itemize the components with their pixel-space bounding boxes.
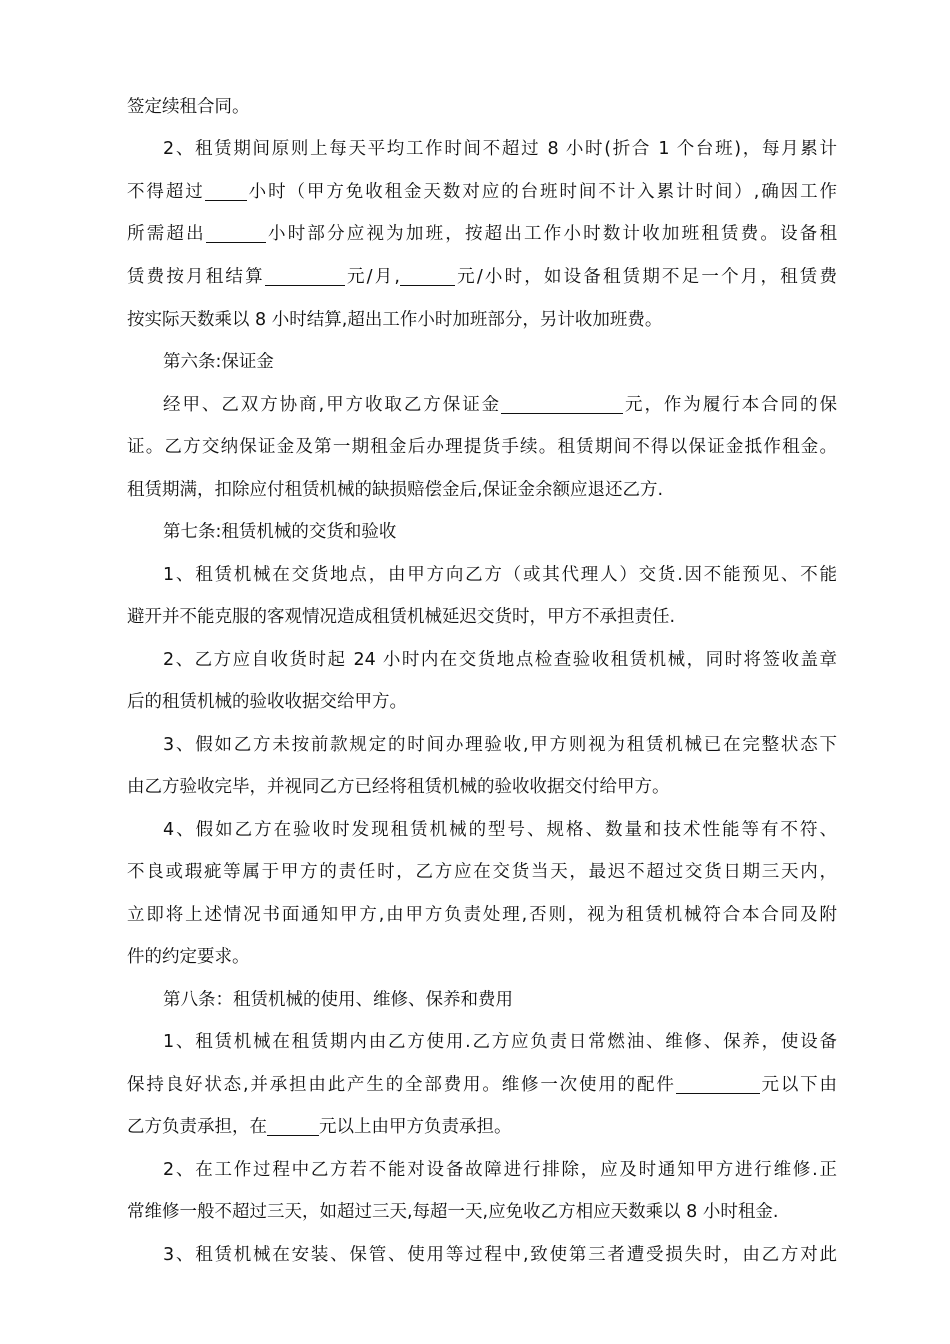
text-line: 2、租赁期间原则上每天平均工作时间不超过 8 小时(折合 1 个台班)，每月累计 <box>163 139 837 159</box>
text-line: 签定续租合同。 <box>127 97 250 117</box>
text-line: 1、租赁机械在租赁期内由乙方使用.乙方应负责日常燃油、维修、保养，使设备 <box>163 1032 837 1052</box>
text-line: 由乙方验收完毕，并视同乙方已经将租赁机械的验收收据交付给甲方。 <box>127 777 670 797</box>
text-line: 3、租赁机械在安装、保管、使用等过程中,致使第三者遭受损失时，由乙方对此 <box>163 1245 837 1265</box>
text-line: 不得超过 小时（甲方免收租金天数对应的台班时间不计入累计时间）,确因工作 <box>127 182 837 202</box>
text-line: 避开并不能克服的客观情况造成租赁机械延迟交货时，甲方不承担责任. <box>127 607 676 627</box>
section-heading: 第八条：租赁机械的使用、维修、保养和费用 <box>163 990 513 1010</box>
text-line: 所需超出 小时部分应视为加班，按超出工作小时数计收加班租赁费。设备租 <box>127 224 837 244</box>
fill-in-blank <box>205 180 247 201</box>
section-heading: 第六条:保证金 <box>163 352 274 372</box>
text-line: 保持良好状态,并承担由此产生的全部费用。维修一次使用的配件 元以下由 <box>127 1075 837 1095</box>
text-line: 常维修一般不超过三天，如超过三天,每超一天,应免收乙方相应天数乘以 8 小时租金. <box>127 1202 779 1222</box>
fill-in-blank <box>501 393 623 414</box>
text-line: 证。乙方交纳保证金及第一期租金后办理提货手续。租赁期间不得以保证金抵作租金。 <box>127 437 837 457</box>
fill-in-blank <box>265 265 345 286</box>
text-line: 件的约定要求。 <box>127 947 250 967</box>
text-line: 经甲、乙双方协商,甲方收取乙方保证金 元，作为履行本合同的保 <box>163 395 837 415</box>
fill-in-blank <box>267 1115 319 1136</box>
text-line: 立即将上述情况书面通知甲方,由甲方负责处理,否则，视为租赁机械符合本合同及附 <box>127 905 837 925</box>
text-line: 4、假如乙方在验收时发现租赁机械的型号、规格、数量和技术性能等有不符、 <box>163 820 837 840</box>
text-line: 不良或瑕疵等属于甲方的责任时，乙方应在交货当天，最迟不超过交货日期三天内， <box>127 862 837 882</box>
text-line: 2、在工作过程中乙方若不能对设备故障进行排除，应及时通知甲方进行维修.正 <box>163 1160 837 1180</box>
section-heading: 第七条:租赁机械的交货和验收 <box>163 522 397 542</box>
text-line: 租赁期满，扣除应付租赁机械的缺损赔偿金后,保证金余额应退还乙方. <box>127 480 664 500</box>
fill-in-blank <box>676 1073 760 1094</box>
text-line: 2、乙方应自收货时起 24 小时内在交货地点检查验收租赁机械，同时将签收盖章 <box>163 650 837 670</box>
text-line: 乙方负责承担，在 元以上由甲方负责承担。 <box>127 1117 512 1137</box>
text-line: 按实际天数乘以 8 小时结算,超出工作小时加班部分，另计收加班费。 <box>127 310 663 330</box>
text-line: 1、租赁机械在交货地点，由甲方向乙方（或其代理人）交货.因不能预见、不能 <box>163 565 837 585</box>
fill-in-blank <box>206 222 266 243</box>
text-line: 3、假如乙方未按前款规定的时间办理验收,甲方则视为租赁机械已在完整状态下 <box>163 735 837 755</box>
fill-in-blank <box>400 265 455 286</box>
text-line: 后的租赁机械的验收收据交给甲方。 <box>127 692 407 712</box>
text-line: 赁费按月租结算 元/月, 元/小时，如设备租赁期不足一个月，租赁费 <box>127 267 837 287</box>
